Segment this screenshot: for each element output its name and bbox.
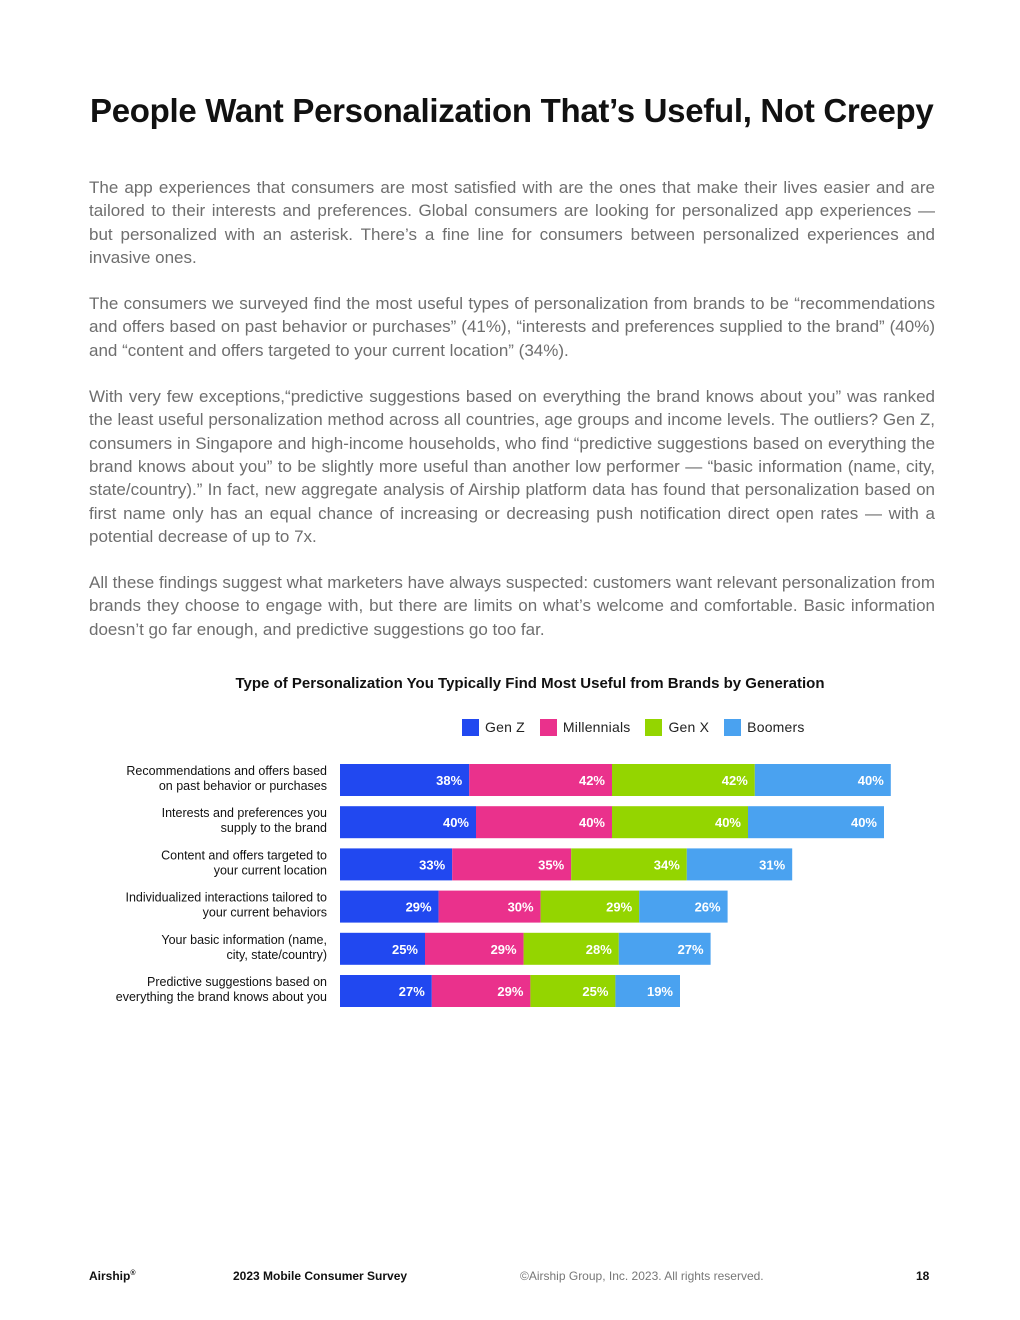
data-label: 29% [497, 984, 524, 999]
category-label-line: on past behavior or purchases [158, 779, 327, 793]
page-title: People Want Personalization That’s Useful, Not Creepy [90, 92, 934, 129]
category-label [116, 975, 327, 1004]
data-label: 28% [585, 941, 612, 957]
paragraph: All these findings suggest what marketers have always suspected: customers want relevant personalization from brands they choose to engage with, but there are limits on what’s welcome and comfortable. Basic information doesn’t go far enough, and predictive suggestions go too far. [89, 573, 935, 639]
data-label: 42% [578, 773, 605, 788]
paragraph: With very few exceptions,“predictive suggestions based on everything the brand knows about you” was ranked the least useful personalization method across all countries, age groups and income levels. The outliers? Gen Z, consumers in Singapore and high-income households, who find “predictive suggestions based on everything the brand knows about you” to be slightly more useful than another low performer — “basic information (name, city, state/country).” In fact, new aggregate analysis of Airship platform data has found that personalization based on first name only has an equal chance of increasing or decreasing push notification direct open rates — with a potential decrease of up to 7x. [89, 387, 935, 546]
legend-label: Boomers [747, 719, 805, 735]
data-label: 40% [442, 815, 469, 831]
data-label: 38% [436, 773, 463, 788]
data-label: 29% [490, 941, 517, 957]
category-label [161, 848, 327, 877]
data-label: 25% [582, 984, 609, 999]
paragraph: The consumers we surveyed find the most useful types of personalization from brands to be “recommendations and offers based on past behavior or purchases” (41%), “interests and preferences supplied to the brand” (40%) and “content and offers targeted to your current location” (34%). [89, 294, 935, 360]
data-label: 40% [578, 815, 605, 831]
category-label-line: Interests and preferences you [161, 806, 327, 821]
data-label: 29% [405, 899, 432, 915]
data-label: 30% [507, 899, 534, 915]
category-label-line: Your basic information (name, [161, 932, 327, 947]
chart-title: Type of Personalization You Typically Find Most Useful from Brands by Generation [235, 675, 825, 692]
data-label: 40% [857, 773, 884, 788]
data-label: 40% [714, 815, 741, 831]
data-label: 40% [850, 815, 877, 831]
category-label-line: Individualized interactions tailored to [125, 890, 327, 905]
page-number: 18 [916, 1269, 930, 1283]
data-label: 35% [538, 857, 565, 873]
data-label: 29% [606, 899, 633, 915]
data-label: 42% [721, 773, 748, 788]
data-label: 34% [653, 857, 680, 873]
footer-copyright: ©Airship Group, Inc. 2023. All rights reserved. [520, 1269, 764, 1283]
data-label: 25% [391, 941, 418, 957]
category-label-line: your current location [213, 863, 327, 878]
category-label-line: Content and offers targeted to [161, 848, 327, 863]
category-label [161, 933, 327, 962]
category-label-line: your current behaviors [202, 905, 327, 920]
category-label-line: city, state/country) [226, 947, 327, 962]
category-label [162, 806, 327, 835]
data-label: 26% [694, 899, 721, 915]
footer-brand-name: Airship [89, 1269, 131, 1283]
category-label [125, 891, 327, 920]
data-label: 19% [646, 984, 673, 999]
data-label: 33% [419, 857, 446, 873]
category-label-line: Predictive suggestions based on [147, 975, 327, 989]
data-label: 27% [677, 941, 704, 957]
category-label [126, 764, 327, 793]
legend-label: Gen Z [485, 719, 525, 735]
category-label-line: supply to the brand [220, 821, 327, 836]
legend-label: Gen X [668, 719, 710, 735]
footer-survey-title: 2023 Mobile Consumer Survey [233, 1269, 408, 1283]
category-label-line: Recommendations and offers based [126, 764, 327, 778]
category-label-line: everything the brand knows about you [115, 990, 327, 1004]
data-label: 31% [759, 857, 786, 873]
footer-brand-mark: ® [130, 1270, 136, 1277]
data-label: 27% [398, 984, 425, 999]
legend-label: Millennials [562, 719, 631, 735]
paragraph: The app experiences that consumers are most satisfied with are the ones that make their lives easier and are tailored to their interests and preferences. Global consumers are looking for personalized app experiences — but personalized with an asterisk. There’s a fine line for consumers between personalized experiences and invasive ones. [89, 178, 935, 267]
footer-brand [89, 1269, 136, 1283]
